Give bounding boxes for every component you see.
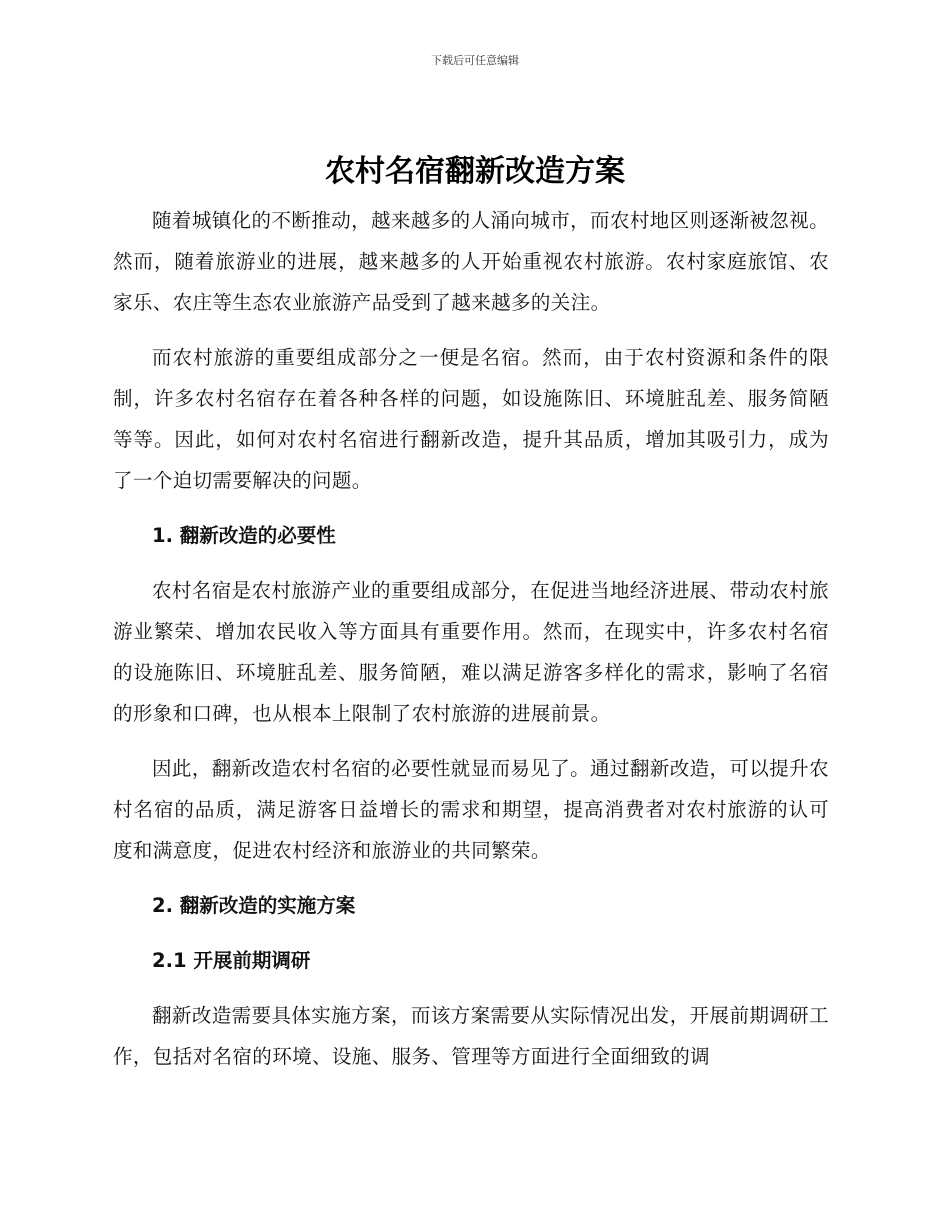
section-heading-necessity: 1. 翻新改造的必要性 [152, 524, 336, 547]
paragraph-intro-2: 而农村旅游的重要组成部分之一便是名宿。然而，由于农村资源和条件的限制，许多农村名宿存在着各种各样的问题，如设施陈旧、环境脏乱差、服务简陋等等。因此，如何对农村名宿进行翻新改造，提升其品质，增加其吸引力，成为了一个迫切需要解决的问题。 [113, 346, 829, 492]
paragraph-necessity-1: 农村名宿是农村旅游产业的重要组成部分，在促进当地经济进展、带动农村旅游业繁荣、增加农民收入等方面具有重要作用。然而，在现实中，许多农村名宿的设施陈旧、环境脏乱差、服务简陋，难以满足游客多样化的需求，影响了名宿的形象和口碑，也从根本上限制了农村旅游的进展前景。 [113, 579, 829, 725]
paragraph-intro-1: 随着城镇化的不断推动，越来越多的人涌向城市，而农村地区则逐渐被忽视。然而，随着旅游业的进展，越来越多的人开始重视农村旅游。农村家庭旅馆、农家乐、农庄等生态农业旅游产品受到了越来越多的关注。 [113, 209, 829, 314]
paragraph-research: 翻新改造需要具体实施方案，而该方案需要从实际情况出发，开展前期调研工作，包括对名宿的环境、设施、服务、管理等方面进行全面细致的调 [113, 1004, 829, 1068]
document-body [113, 200, 829, 1091]
subsection-heading-research: 2.1 开展前期调研 [152, 949, 311, 972]
page-header-note: 下载后可任意编辑 [431, 54, 519, 67]
document-title: 农村名宿翻新改造方案 [325, 154, 625, 189]
paragraph-necessity-2: 因此，翻新改造农村名宿的必要性就显而易见了。通过翻新改造，可以提升农村名宿的品质，满足游客日益增长的需求和期望，提高消费者对农村旅游的认可度和满意度，促进农村经济和旅游业的共同繁荣。 [113, 757, 829, 862]
section-heading-plan: 2. 翻新改造的实施方案 [152, 894, 356, 917]
